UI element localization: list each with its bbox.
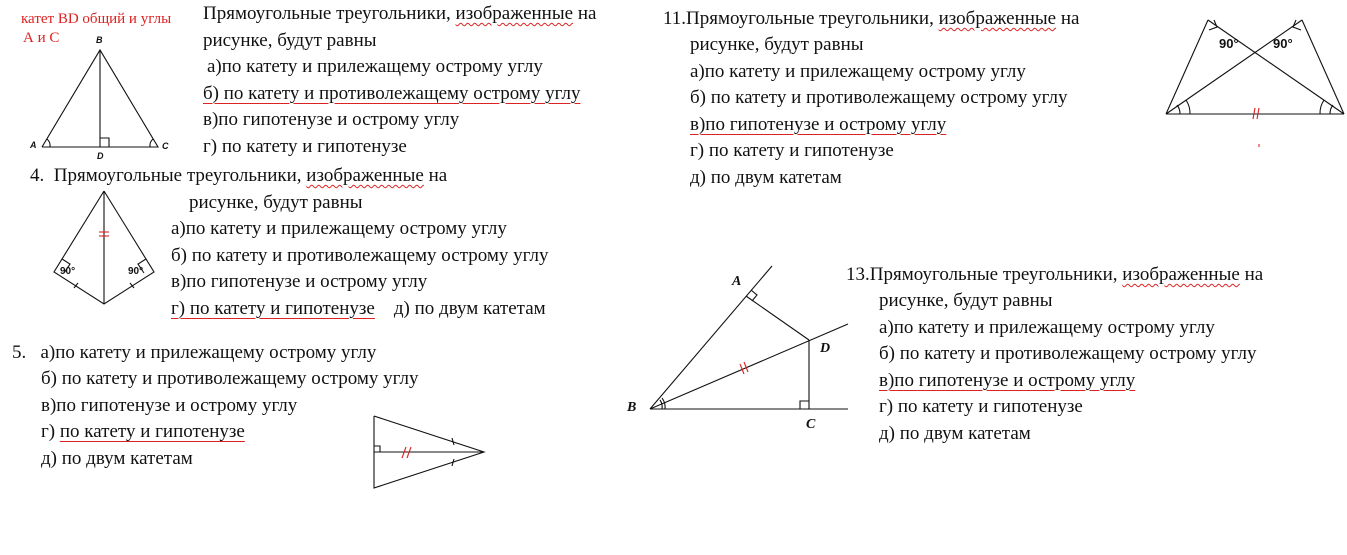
- option-v-selected: в)по гипотенузе и острому углу: [690, 113, 947, 135]
- option-b: б) по катету и противолежащему острому углу: [879, 343, 1257, 364]
- option-g: г) по катету и гипотенузе: [879, 396, 1083, 417]
- option-g-d-row: [171, 296, 548, 323]
- angle-label-left: 90°: [60, 266, 76, 277]
- question-number: 4.: [30, 165, 45, 186]
- option-g-selected: г) по катету и гипотенузе: [171, 297, 375, 319]
- option-d: д) по двум катетам: [879, 422, 1031, 444]
- label-b: B: [96, 35, 103, 45]
- option-a: а)по катету и прилежащему острому углу: [879, 316, 1215, 338]
- option-v: в)по гипотенузе и острому углу: [171, 271, 428, 292]
- label-d: D: [97, 151, 104, 161]
- note-line-2: А и С: [23, 30, 60, 46]
- note-line-1: катет BD общий и углы: [21, 11, 172, 27]
- option-v-selected: в)по гипотенузе и острому углу: [879, 369, 1136, 391]
- question-5-options: [41, 366, 418, 472]
- question-number: 11.: [663, 8, 687, 29]
- label-a: A: [732, 274, 742, 289]
- option-g: г) по катету и гипотенузе: [203, 135, 407, 157]
- option-b: б) по катету и противолежащему острому углу: [690, 87, 1068, 108]
- question-13-header: 13.Прямоугольные треугольники, изображенные на: [846, 264, 1264, 285]
- figure-angle-bisector: [620, 262, 855, 437]
- option-g: г) по катету и гипотенузе: [690, 140, 894, 161]
- label-a: A: [30, 140, 37, 150]
- option-b-selected: б) по катету и противолежащему острому углу: [203, 82, 581, 104]
- figure-crossing-triangles: [1160, 14, 1347, 149]
- question-4-line2: рисунке, будут равны: [189, 192, 363, 213]
- option-v: в)по гипотенузе и острому углу: [203, 109, 460, 130]
- question-text-line2: рисунке, будут равны: [690, 34, 864, 55]
- figure-arrow-triangles: [368, 412, 488, 494]
- angle-label-right: 90°: [128, 266, 144, 277]
- option-d: д) по двум катетам: [393, 297, 546, 319]
- option-b: б) по катету и противолежащему острому углу: [171, 244, 549, 266]
- label-b: B: [627, 400, 637, 415]
- label-c: C: [162, 141, 169, 151]
- angle-label-right: 90°: [1273, 36, 1293, 51]
- question-11-header: 11.Прямоугольные треугольники, изображенные на: [663, 8, 1080, 29]
- figure-triangle-abc: [28, 32, 178, 162]
- question-5: [12, 340, 376, 367]
- option-g-selected: по катету и гипотенузе: [59, 421, 245, 442]
- angle-label-left: 90°: [1219, 36, 1239, 51]
- question-4-header: 4. Прямоугольные треугольники, изображенные на: [30, 165, 448, 186]
- question-13-options: [879, 288, 1256, 447]
- question-text-line1: Прямоугольные треугольники, изображенные на: [203, 3, 597, 24]
- question-number: 13.: [846, 264, 870, 285]
- option-a: а)по катету и прилежащему острому углу: [690, 60, 1026, 82]
- option-d: д) по двум катетам: [690, 166, 842, 188]
- question-top-left: [203, 1, 596, 160]
- label-c: C: [806, 417, 816, 432]
- question-11-options: [690, 32, 1067, 191]
- option-b: б) по катету и противолежащему острому углу: [41, 368, 419, 389]
- question-number: 5.: [12, 342, 27, 363]
- question-text-line2: рисунке, будут равны: [879, 290, 1053, 311]
- label-d: D: [820, 341, 831, 356]
- option-a: а)по катету и прилежащему острому углу: [207, 56, 543, 77]
- option-g-row: г) по катету и гипотенузе: [41, 421, 245, 442]
- option-v: в)по гипотенузе и острому углу: [41, 394, 298, 416]
- option-a: а)по катету и прилежащему острому углу: [40, 342, 377, 363]
- option-d: д) по двум катетам: [41, 447, 193, 469]
- option-a: а)по катету и прилежащему острому углу: [171, 218, 507, 239]
- question-text-line2: рисунке, будут равны: [203, 29, 377, 51]
- question-4-options: [171, 216, 548, 322]
- figure-kite: [48, 188, 163, 308]
